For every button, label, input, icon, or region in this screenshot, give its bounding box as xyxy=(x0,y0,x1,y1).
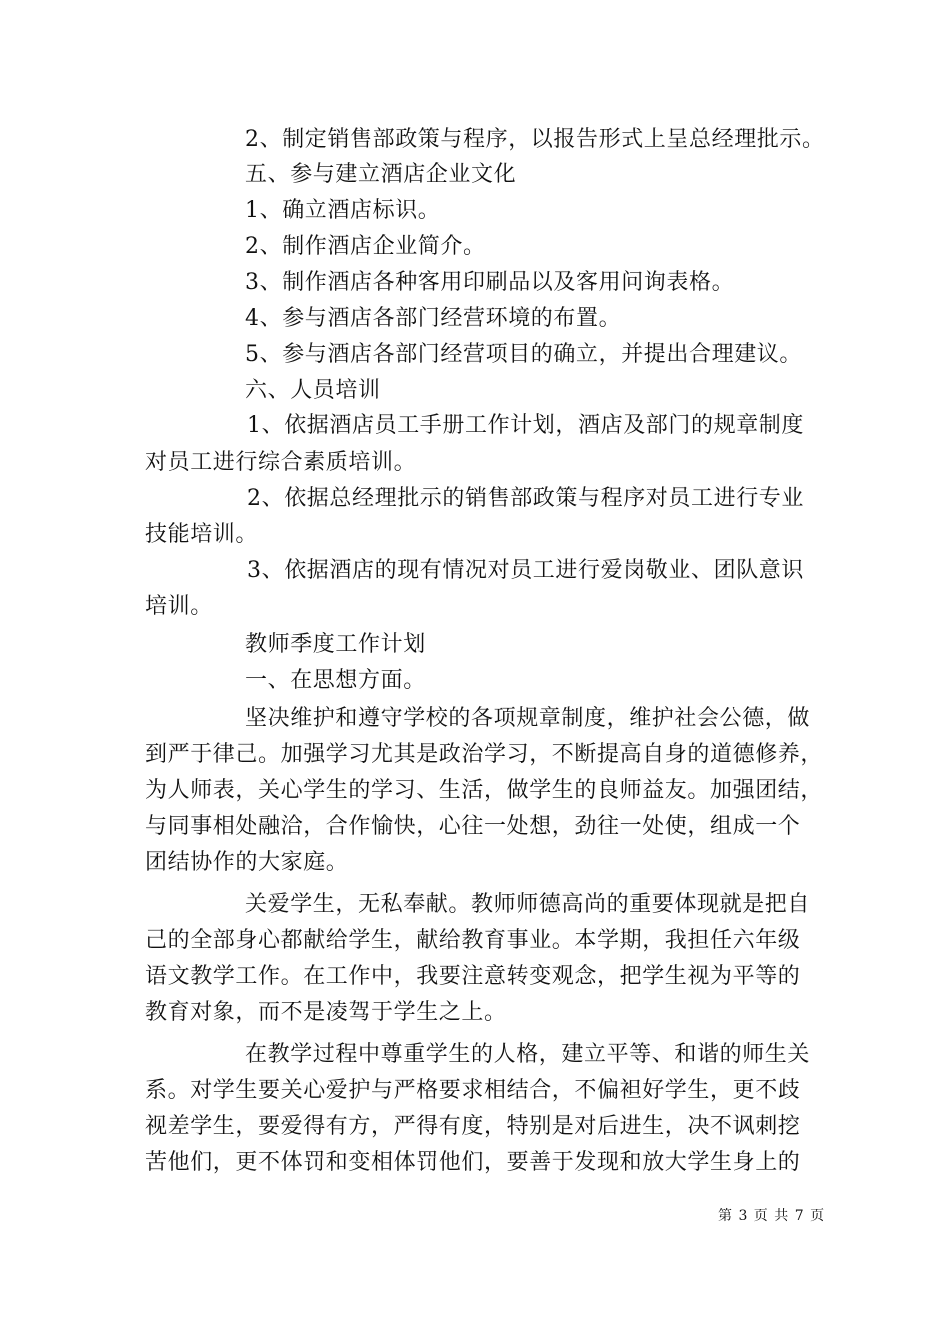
text-line: 坚决维护和遵守学校的各项规章制度，维护社会公德，做 xyxy=(245,706,811,731)
text-line: 语文教学工作。在工作中，我要注意转变观念，把学生视为平等的 xyxy=(145,964,801,989)
text-line: 对员工进行综合素质培训。 xyxy=(145,450,417,475)
text-line: 1、依据酒店员工手册工作计划，酒店及部门的规章制度 xyxy=(247,413,804,438)
text-line: 3、制作酒店各种客用印刷品以及客用问询表格。 xyxy=(245,270,735,295)
text-line: 5、参与酒店各部门经营项目的确立，并提出合理建议。 xyxy=(245,342,802,367)
text-line: 3、依据酒店的现有情况对员工进行爱岗敬业、团队意识 xyxy=(247,558,804,583)
text-line: 1、确立酒店标识。 xyxy=(245,198,441,223)
text-line: 4、参与酒店各部门经营环境的布置。 xyxy=(245,306,622,331)
text-line: 团结协作的大家庭。 xyxy=(145,850,349,875)
text-line: 教育对象，而不是凌驾于学生之上。 xyxy=(145,1000,507,1025)
text-line: 培训。 xyxy=(145,594,213,619)
section-heading: 六、人员培训 xyxy=(245,378,381,403)
document-title: 教师季度工作计划 xyxy=(245,632,426,657)
text-line: 2、制定销售部政策与程序，以报告形式上呈总经理批示。 xyxy=(245,127,825,152)
section-heading: 一、在思想方面。 xyxy=(245,668,426,693)
text-line: 关爱学生，无私奉献。教师师德高尚的重要体现就是把自 xyxy=(245,892,811,917)
section-heading: 五、参与建立酒店企业文化 xyxy=(245,162,517,187)
text-line: 技能培训。 xyxy=(145,522,259,547)
text-line: 视差学生，要爱得有方，严得有度，特别是对后进生，决不讽刺挖 xyxy=(145,1114,801,1139)
text-line: 在教学过程中尊重学生的人格，建立平等、和谐的师生关 xyxy=(245,1042,811,1067)
page-number-footer: 第 3 页 共 7 页 xyxy=(718,1208,826,1224)
text-line: 己的全部身心都献给学生，献给教育事业。本学期，我担任六年级 xyxy=(145,928,801,953)
text-line: 2、制作酒店企业简介。 xyxy=(245,234,486,259)
text-line: 系。对学生要关心爱护与严格要求相结合，不偏袒好学生，更不歧 xyxy=(145,1078,801,1103)
text-line: 2、依据总经理批示的销售部政策与程序对员工进行专业 xyxy=(247,486,804,511)
text-line: 为人师表，关心学生的学习、生活，做学生的良师益友。加强团结， xyxy=(145,778,824,803)
text-line: 苦他们，更不体罚和变相体罚他们，要善于发现和放大学生身上的 xyxy=(145,1150,801,1175)
text-line: 到严于律己。加强学习尤其是政治学习，不断提高自身的道德修养， xyxy=(145,742,824,767)
text-line: 与同事相处融洽，合作愉快，心往一处想，劲往一处使，组成一个 xyxy=(145,814,801,839)
